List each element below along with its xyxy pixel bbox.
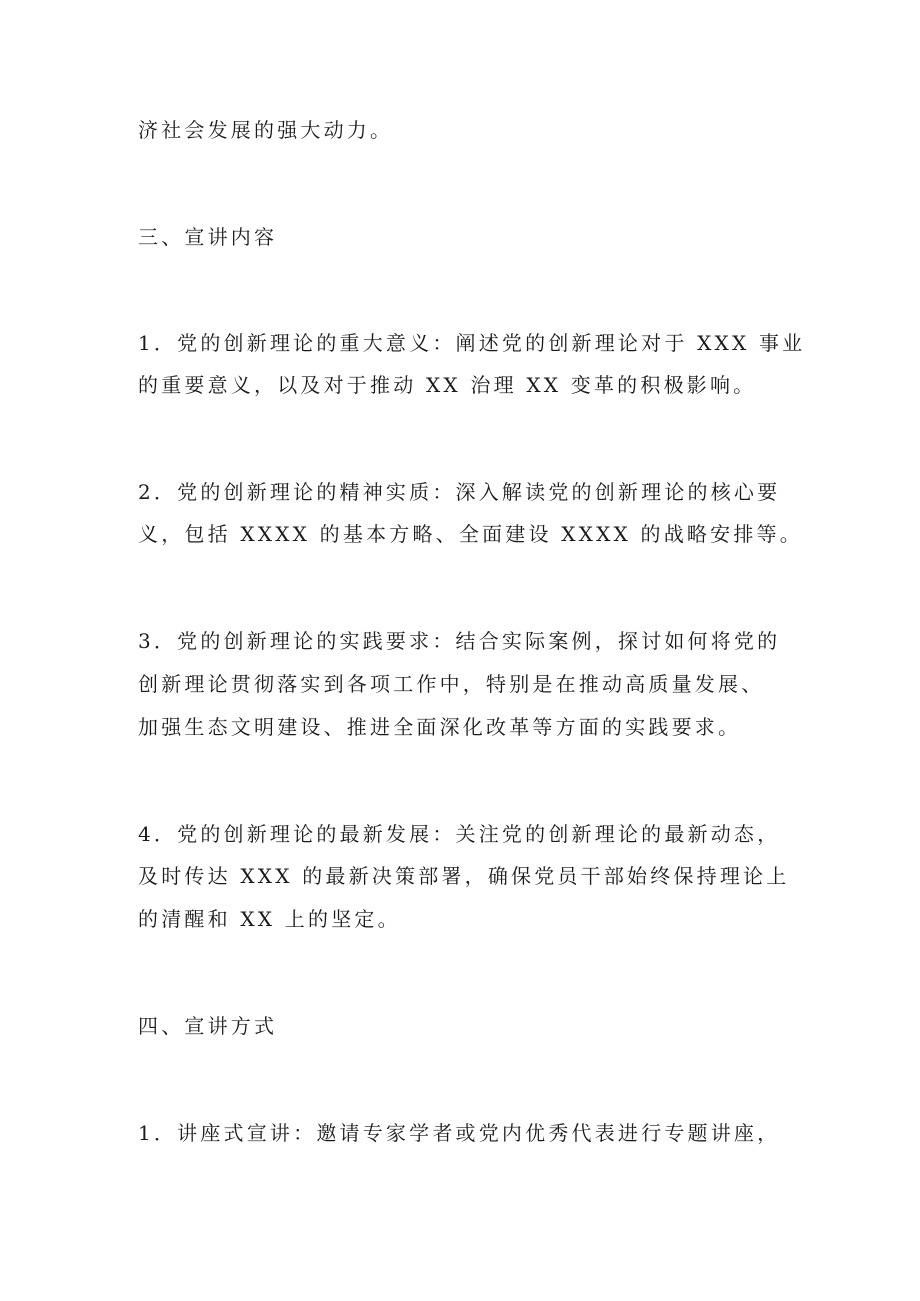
item-4-line-2: 及时传达 XXX 的最新决策部署，确保党员干部始终保持理论上 [138, 864, 790, 888]
section-heading-content: 三、宣讲内容 [138, 225, 278, 249]
method-item-1-line-1: 1．讲座式宣讲：邀请专家学者或党内优秀代表进行专题讲座， [138, 1121, 781, 1145]
item-3-line-2: 创新理论贯彻落实到各项工作中，特别是在推动高质量发展、 [138, 672, 765, 696]
section-heading-method: 四、宣讲方式 [138, 1014, 278, 1038]
item-4-line-3: 的清醒和 XX 上的坚定。 [138, 907, 401, 931]
item-1-line-2: 的重要意义，以及对于推动 XX 治理 XX 变革的积极影响。 [138, 373, 757, 397]
item-1-line-1: 1．党的创新理论的重大意义：阐述党的创新理论对于 XXX 事业 [138, 331, 806, 355]
item-2-line-2: 义，包括 XXXX 的基本方略、全面建设 XXXX 的战略安排等。 [138, 522, 803, 546]
item-4-line-1: 4．党的创新理论的最新发展：关注党的创新理论的最新动态， [138, 822, 781, 846]
item-2-line-1: 2．党的创新理论的精神实质：深入解读党的创新理论的核心要 [138, 480, 781, 504]
item-3-line-1: 3．党的创新理论的实践要求：结合实际案例，探讨如何将党的 [138, 629, 781, 653]
paragraph-continuation-line: 济社会发展的强大动力。 [138, 118, 394, 142]
item-3-line-3: 加强生态文明建设、推进全面深化改革等方面的实践要求。 [138, 715, 742, 739]
